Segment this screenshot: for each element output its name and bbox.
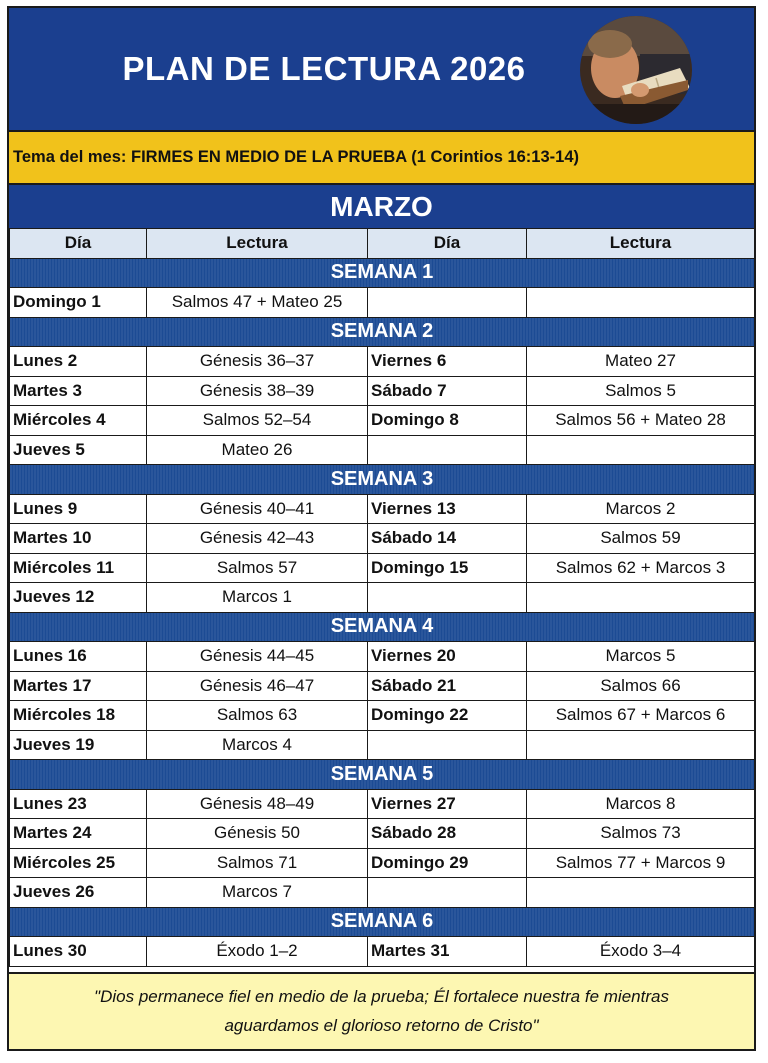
week-label: SEMANA 5 <box>10 760 755 790</box>
week-label: SEMANA 6 <box>10 907 755 937</box>
week-label: SEMANA 4 <box>10 612 755 642</box>
reading-cell: Salmos 71 <box>147 848 368 878</box>
day-cell: Sábado 7 <box>368 376 527 406</box>
day-cell: Viernes 6 <box>368 347 527 377</box>
day-cell: Jueves 26 <box>10 878 147 908</box>
reading-row <box>10 553 755 583</box>
reading-cell <box>527 730 755 760</box>
reading-cell: Marcos 1 <box>147 583 368 613</box>
day-cell <box>368 730 527 760</box>
reading-row <box>10 288 755 318</box>
closing-quote <box>9 972 754 1049</box>
day-cell: Lunes 30 <box>10 937 147 967</box>
reading-cell: Génesis 42–43 <box>147 524 368 554</box>
day-cell: Sábado 14 <box>368 524 527 554</box>
week-header-row <box>10 465 755 495</box>
day-cell: Jueves 12 <box>10 583 147 613</box>
day-cell: Sábado 28 <box>368 819 527 849</box>
day-cell: Martes 10 <box>10 524 147 554</box>
monthly-theme-banner <box>9 130 754 185</box>
day-cell: Domingo 8 <box>368 406 527 436</box>
reading-cell: Salmos 67 + Marcos 6 <box>527 701 755 731</box>
day-cell: Viernes 13 <box>368 494 527 524</box>
reading-cell: Salmos 57 <box>147 553 368 583</box>
reading-cell: Génesis 46–47 <box>147 671 368 701</box>
reading-row <box>10 789 755 819</box>
reading-cell: Salmos 62 + Marcos 3 <box>527 553 755 583</box>
week-header-row <box>10 317 755 347</box>
reading-cell <box>527 435 755 465</box>
day-cell: Miércoles 4 <box>10 406 147 436</box>
reading-row <box>10 642 755 672</box>
page-title: PLAN DE LECTURA 2026 <box>122 50 526 87</box>
reading-cell: Génesis 48–49 <box>147 789 368 819</box>
reading-cell: Salmos 66 <box>527 671 755 701</box>
reading-cell: Mateo 27 <box>527 347 755 377</box>
column-header-dia: Día <box>10 229 147 259</box>
day-cell: Jueves 19 <box>10 730 147 760</box>
day-cell: Lunes 2 <box>10 347 147 377</box>
week-header-row <box>10 258 755 288</box>
reading-cell: Marcos 2 <box>527 494 755 524</box>
day-cell: Miércoles 25 <box>10 848 147 878</box>
monthly-theme-text: Tema del mes: FIRMES EN MEDIO DE LA PRUEBA (1 Corintios 16:13-14) <box>13 148 579 166</box>
column-header-lectura: Lectura <box>527 229 755 259</box>
reading-plan-sheet <box>7 6 756 1051</box>
day-cell <box>368 583 527 613</box>
day-cell: Jueves 5 <box>10 435 147 465</box>
reading-cell <box>527 878 755 908</box>
reading-row <box>10 524 755 554</box>
week-label: SEMANA 2 <box>10 317 755 347</box>
reading-row <box>10 819 755 849</box>
day-cell <box>368 878 527 908</box>
reading-cell: Mateo 26 <box>147 435 368 465</box>
reading-row <box>10 878 755 908</box>
day-cell <box>368 288 527 318</box>
column-header-row <box>10 229 755 259</box>
day-cell: Martes 17 <box>10 671 147 701</box>
reading-cell: Marcos 4 <box>147 730 368 760</box>
reading-cell: Marcos 8 <box>527 789 755 819</box>
reading-row <box>10 376 755 406</box>
day-cell: Domingo 22 <box>368 701 527 731</box>
reading-cell: Marcos 7 <box>147 878 368 908</box>
day-cell: Martes 24 <box>10 819 147 849</box>
day-cell: Lunes 23 <box>10 789 147 819</box>
page-header <box>9 8 754 130</box>
month-title: MARZO <box>9 185 754 228</box>
week-header-row <box>10 907 755 937</box>
reading-cell: Éxodo 3–4 <box>527 937 755 967</box>
column-header-lectura: Lectura <box>147 229 368 259</box>
reading-row <box>10 347 755 377</box>
day-cell: Domingo 29 <box>368 848 527 878</box>
reading-row <box>10 730 755 760</box>
reading-row <box>10 701 755 731</box>
reading-row <box>10 494 755 524</box>
reading-cell: Génesis 44–45 <box>147 642 368 672</box>
reading-cell: Génesis 40–41 <box>147 494 368 524</box>
reading-cell: Salmos 77 + Marcos 9 <box>527 848 755 878</box>
week-header-row <box>10 760 755 790</box>
reading-cell: Salmos 59 <box>527 524 755 554</box>
reading-row <box>10 435 755 465</box>
reading-cell: Salmos 73 <box>527 819 755 849</box>
day-cell: Miércoles 18 <box>10 701 147 731</box>
reading-cell: Salmos 52–54 <box>147 406 368 436</box>
reading-cell: Génesis 50 <box>147 819 368 849</box>
day-cell: Sábado 21 <box>368 671 527 701</box>
reading-row <box>10 583 755 613</box>
day-cell: Lunes 9 <box>10 494 147 524</box>
reading-row <box>10 937 755 967</box>
closing-quote-line: aguardamos el glorioso retorno de Cristo" <box>224 1016 539 1035</box>
week-label: SEMANA 1 <box>10 258 755 288</box>
day-cell: Miércoles 11 <box>10 553 147 583</box>
day-cell: Martes 3 <box>10 376 147 406</box>
day-cell: Viernes 20 <box>368 642 527 672</box>
reading-cell: Salmos 5 <box>527 376 755 406</box>
closing-quote-line: "Dios permanece fiel en medio de la prueba; Él fortalece nuestra fe mientras <box>94 987 669 1006</box>
reading-cell: Salmos 47 + Mateo 25 <box>147 288 368 318</box>
day-cell: Viernes 27 <box>368 789 527 819</box>
reading-cell: Salmos 63 <box>147 701 368 731</box>
reading-cell: Génesis 38–39 <box>147 376 368 406</box>
reading-cell <box>527 583 755 613</box>
day-cell: Lunes 16 <box>10 642 147 672</box>
day-cell: Domingo 1 <box>10 288 147 318</box>
reading-cell: Génesis 36–37 <box>147 347 368 377</box>
reading-row <box>10 848 755 878</box>
reading-cell: Marcos 5 <box>527 642 755 672</box>
reading-schedule-table <box>9 228 755 967</box>
day-cell <box>368 435 527 465</box>
reading-row <box>10 406 755 436</box>
day-cell: Martes 31 <box>368 937 527 967</box>
week-header-row <box>10 612 755 642</box>
reading-bible-photo <box>580 16 692 124</box>
reading-row <box>10 671 755 701</box>
column-header-dia: Día <box>368 229 527 259</box>
reading-cell <box>527 288 755 318</box>
reading-cell: Éxodo 1–2 <box>147 937 368 967</box>
week-label: SEMANA 3 <box>10 465 755 495</box>
reading-cell: Salmos 56 + Mateo 28 <box>527 406 755 436</box>
day-cell: Domingo 15 <box>368 553 527 583</box>
